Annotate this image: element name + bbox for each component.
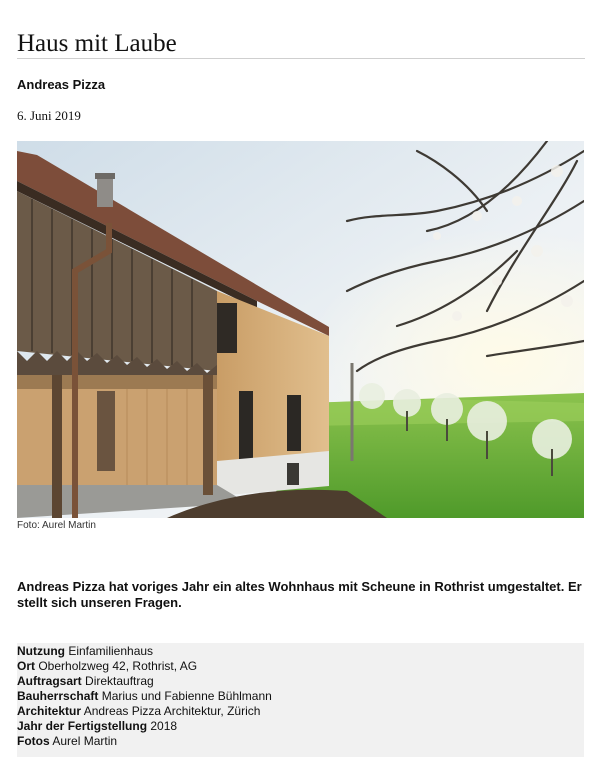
fact-value: 2018 bbox=[150, 719, 178, 733]
fact-value: Direktauftrag bbox=[85, 674, 154, 688]
fact-label: Jahr der Fertigstellung bbox=[17, 719, 148, 733]
title-divider bbox=[17, 58, 585, 59]
fact-ort bbox=[17, 659, 272, 674]
fact-value: Oberholzweg 42, Rothrist, AG bbox=[38, 659, 198, 673]
project-facts-box bbox=[17, 643, 584, 757]
fact-label: Nutzung bbox=[17, 644, 65, 658]
publish-date: 6. Juni 2019 bbox=[17, 108, 81, 123]
fact-label: Ort bbox=[17, 659, 35, 673]
fact-fotos bbox=[17, 734, 272, 749]
fact-fertigstellung bbox=[17, 719, 272, 734]
fact-value: Aurel Martin bbox=[52, 734, 118, 748]
fact-label: Architektur bbox=[17, 704, 82, 718]
fact-bauherrschaft bbox=[17, 689, 272, 704]
photo-caption: Foto: Aurel Martin bbox=[17, 520, 96, 531]
page-title: Haus mit Laube bbox=[17, 30, 177, 57]
fact-label: Fotos bbox=[17, 734, 50, 748]
author-name[interactable]: Andreas Pizza bbox=[17, 77, 106, 92]
project-facts-list bbox=[17, 644, 272, 749]
fact-architektur bbox=[17, 704, 272, 719]
fact-label: Auftragsart bbox=[17, 674, 82, 688]
fact-auftragsart bbox=[17, 674, 272, 689]
fact-value: Einfamilienhaus bbox=[68, 644, 154, 658]
fact-value: Andreas Pizza Architektur, Zürich bbox=[83, 704, 261, 718]
fact-nutzung bbox=[17, 644, 272, 659]
fact-label: Bauherrschaft bbox=[17, 689, 99, 703]
fact-value: Marius und Fabienne Bühlmann bbox=[101, 689, 272, 703]
article-photo bbox=[17, 141, 584, 518]
article-lead: Andreas Pizza hat voriges Jahr ein altes Wohnhaus mit Scheune in Rothrist umgestaltet. Er stellt sich unseren Fragen. bbox=[17, 579, 582, 610]
